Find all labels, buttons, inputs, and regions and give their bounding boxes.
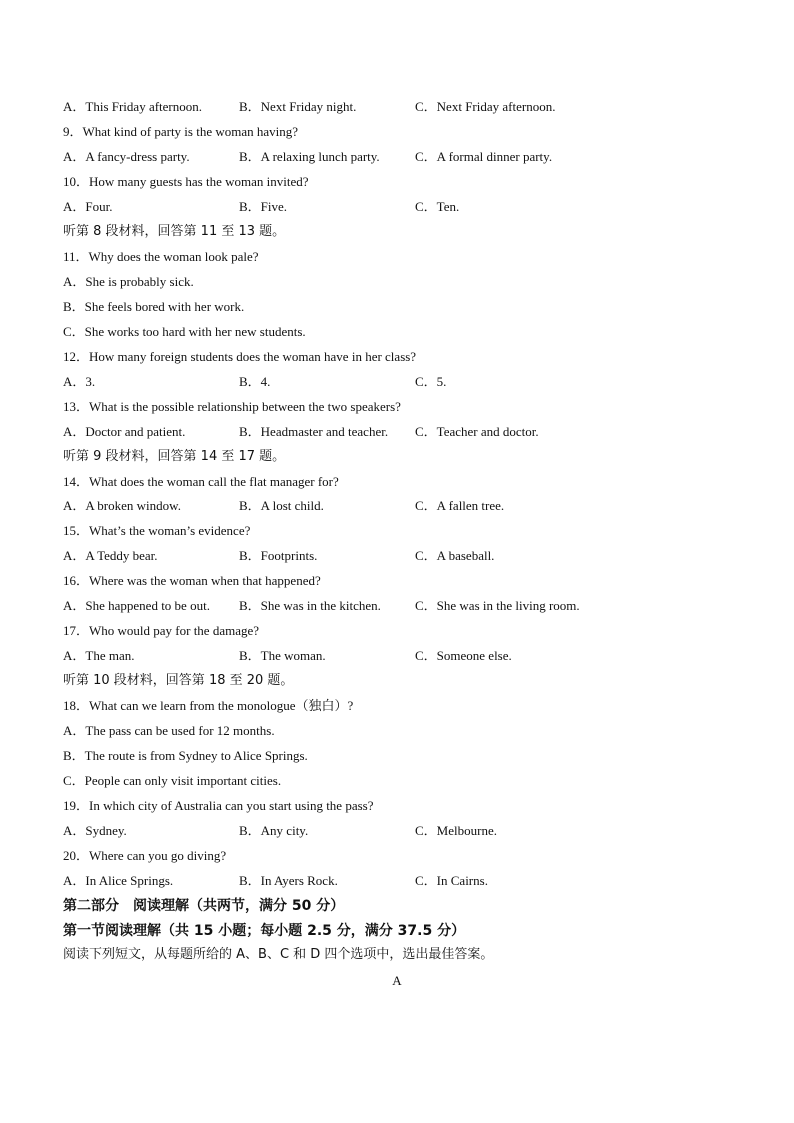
part-two-title: 第二部分 阅读理解（共两节，满分 50 分） [63,898,345,914]
option-c: C．A baseball. [415,548,495,563]
option-a: A．A fancy-dress party. [63,149,190,164]
question-stem: 14．What does the woman call the flat manager for? [63,474,339,489]
question-stem: 20．Where can you go diving? [63,848,227,863]
option-a: A．The pass can be used for 12 months. [63,723,275,738]
option-c: C．A fallen tree. [415,498,505,513]
option-c: C．She works too hard with her new students. [63,324,306,339]
option-a: A．The man. [63,648,135,663]
option-a: A．3. [63,374,96,389]
option-b: B．A relaxing lunch party. [239,149,380,164]
option-b: B．Headmaster and teacher. [239,424,389,439]
question-stem: 11．Why does the woman look pale? [63,249,259,264]
option-b: B．Next Friday night. [239,99,357,114]
option-c: C．Teacher and doctor. [415,424,539,439]
option-a: A．Sydney. [63,823,127,838]
listening-instruction-10: 听第 10 段材料，回答第 18 至 20 题。 [63,673,294,688]
option-a: A．In Alice Springs. [63,873,174,888]
option-c: C．She was in the living room. [415,598,580,613]
option-a: A．This Friday afternoon. [63,99,203,114]
question-stem: 17．Who would pay for the damage? [63,623,260,638]
option-c: C．People can only visit important cities. [63,773,282,788]
question-stem: 16．Where was the woman when that happened? [63,573,321,588]
question-stem: 12．How many foreign students does the woman have in her class? [63,349,417,364]
option-b: B．Five. [239,199,288,214]
question-stem: 15．What’s the woman’s evidence? [63,523,251,538]
question-stem: 9．What kind of party is the woman having? [63,124,299,139]
reading-instruction: 阅读下列短文，从每题所给的 A、B、C 和 D 四个选项中，选出最佳答案。 [63,947,494,962]
option-c: C．In Cairns. [415,873,488,888]
option-a: A．Four. [63,199,113,214]
option-c: C．Ten. [415,199,460,214]
option-b: B．Footprints. [239,548,318,563]
question-stem: 13．What is the possible relationship between the two speakers? [63,399,401,414]
option-a: A．She is probably sick. [63,274,194,289]
listening-instruction-8: 听第 8 段材料，回答第 11 至 13 题。 [63,224,286,239]
option-c: C．Someone else. [415,648,512,663]
option-b: B．She feels bored with her work. [63,299,245,314]
option-b: B．In Ayers Rock. [239,873,338,888]
option-a: A．A Teddy bear. [63,548,158,563]
option-b: B．A lost child. [239,498,324,513]
option-a: A．A broken window. [63,498,181,513]
option-a: A．She happened to be out. [63,598,210,613]
option-c: C．Melbourne. [415,823,497,838]
listening-instruction-9: 听第 9 段材料，回答第 14 至 17 题。 [63,449,286,464]
question-stem: 18．What can we learn from the monologue（独白）? [63,698,354,713]
option-b: B．4. [239,374,271,389]
option-a: A．Doctor and patient. [63,424,186,439]
option-b: B．Any city. [239,823,309,838]
option-b: B．The route is from Sydney to Alice Springs. [63,748,308,763]
passage-label: A [392,973,402,988]
option-c: C．Next Friday afternoon. [415,99,556,114]
option-b: B．She was in the kitchen. [239,598,381,613]
option-b: B．The woman. [239,648,326,663]
option-c: C．A formal dinner party. [415,149,553,164]
question-stem: 19．In which city of Australia can you start using the pass? [63,798,374,813]
option-c: C．5. [415,374,447,389]
section-one-title: 第一节阅读理解（共 15 小题；每小题 2.5 分，满分 37.5 分） [63,923,466,939]
question-stem: 10．How many guests has the woman invited? [63,174,309,189]
